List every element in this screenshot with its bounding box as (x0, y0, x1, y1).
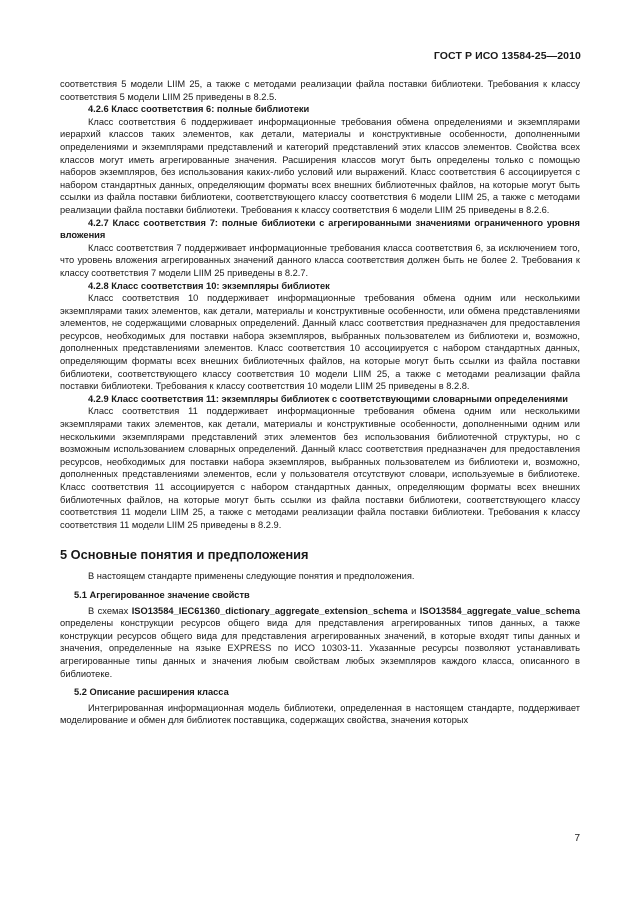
section-5-1-text-post: определены конструкции ресурсов общего вида для представления агрегированных типов данных, а также конструкции ресурсов общего вида для представления агрегированных значений, в которые входят типы данных и значения, определенные на языке EXPRESS по ИСО 10303-11. Указанные ресурсы позволяют устанавливать агрегированные типы данных и значения любым свойствам любых экземпляров каждого класса, описанного в библиотеке. (60, 618, 580, 679)
continued-paragraph: соответствия 5 модели LIIM 25, а также с методами реализации файла поставки библиотеки. Требования к классу соответствия 5 модели LIIM 25 приведены в 8.2.5. (60, 79, 580, 102)
section-4-2-6-heading: 4.2.6 Класс соответствия 6: полные библиотеки (88, 104, 310, 115)
standard-header: ГОСТ Р ИСО 13584-25—2010 (433, 50, 581, 62)
section-4-2-7-heading: 4.2.7 Класс соответствия 7: полные библиотеки с агрегированными значениями ограниченного уровня вложения (60, 217, 580, 241)
section-5-1-heading: 5.1 Агрегированное значение свойств (74, 589, 250, 600)
schema-name-aggregate-value: ISO13584_aggregate_value_schema (419, 605, 580, 616)
schema-name-dictionary-aggregate: ISO13584_IEC61360_dictionary_aggregate_extension_schema (131, 605, 408, 616)
section-5-1-text (60, 605, 580, 681)
section-4-2-6-text: Класс соответствия 6 поддерживает информационные требования обмена определениями и экземплярами иерархий классов таких элементов, как детали, материалы и конструктивные особенности, дополненными определениями и экземплярами представлений и категорий представлений этих классов элементов. Свойства всех классов могут иметь агрегированные значения. Расширения классов могут быть определены только с помощью наборов экземпляров, без использования каких-либо условий или выражений. Класс соответствия 6 ассоциируется с набором стандартных данных, определяющим форматы всех внешних библиотечных файлов, на которые могут быть ссылки из файла поставки библиотеки, соответствующего классу соответствия 6 модели LIIM 25, а также с методами реализации файла поставки библиотеки. Требования к классу соответствия 6 модели LIIM 25 приведены в 8.2.6. (60, 116, 580, 215)
section-5-1-text-and: и (407, 605, 420, 616)
section-4-2-9-text: Класс соответствия 11 поддерживает информационные требования обмена одним или несколькими экземплярами таких элементов, как детали, материалы и конструктивные особенности, дополненными одним или несколькими экземплярами представлений этих элементов без использования библиотечной структуры, но с возможным использованием словарных определений. Данный класс соответствия предназначен для предоставления ресурсов, необходимых для поставки набора экземпляров, выбранных пользователем из библиотеки и, возможно, дополненных представлениями элементов, если у пользователя отсутствуют словари, используемые в библиотеке. Класс соответствия 11 ассоциируется с набором стандартных данных, определяющим форматы всех внешних библиотечных файлов, на которые могут быть ссылки из файла поставки библиотеки, соответствующего классу соответствия 11 модели LIIM 25, а также с методами реализации файла поставки библиотеки. Требования к классу соответствия 11 модели LIIM 25 приведены в 8.2.9. (60, 406, 580, 530)
section-5-2-text: Интегрированная информационная модель библиотеки, определенная в настоящем стандарте, поддерживает моделирование и обмен для библиотек поставщика, содержащих свойства, значения которых (60, 702, 580, 726)
page-number: 7 (574, 833, 580, 844)
section-5-2-heading: 5.2 Описание расширения класса (74, 687, 229, 698)
section-5-1-text-pre: В схемах (88, 605, 132, 616)
document-body (60, 78, 580, 727)
section-4-2-8-text: Класс соответствия 10 поддерживает информационные требования обмена одним или несколькими экземплярами таких элементов, как детали, материалы и конструктивные особенности, или обмена представлениями элементов, не содержащими словарных определений. Данный класс соответствия предназначен для предоставления ресурсов, необходимых для поставки набора экземпляров, выбранных пользователем из библиотеки и, возможно, дополненных представлениями элементов. Класс соответствия 10 ассоциируется с набором стандартных данных, определяющим форматы всех внешних библиотечных файлов, на которые могут быть ссылки из файла поставки библиотеки, соответствующего классу соответствия 10 модели LIIM 25, а также с методами реализации файла поставки библиотеки. Требования к классу соответствия 10 модели LIIM 25 приведены в 8.2.8. (60, 293, 580, 392)
section-4-2-7-text: Класс соответствия 7 поддерживает информационные требования класса соответствия 6, за исключением того, что уровень вложения агрегированных значений данного класса соответствия должен быть не более 2. Требования к классу соответствия 7 модели LIIM 25 приведены в 8.2.7. (60, 242, 580, 278)
section-5-intro: В настоящем стандарте применены следующие понятия и предположения. (88, 571, 415, 582)
section-4-2-9-heading: 4.2.9 Класс соответствия 11: экземпляры библиотек с соответствующими словарными определениями (88, 393, 568, 404)
section-5-heading: 5 Основные понятия и предположения (60, 547, 309, 563)
section-4-2-8-heading: 4.2.8 Класс соответствия 10: экземпляры библиотек (88, 280, 330, 291)
